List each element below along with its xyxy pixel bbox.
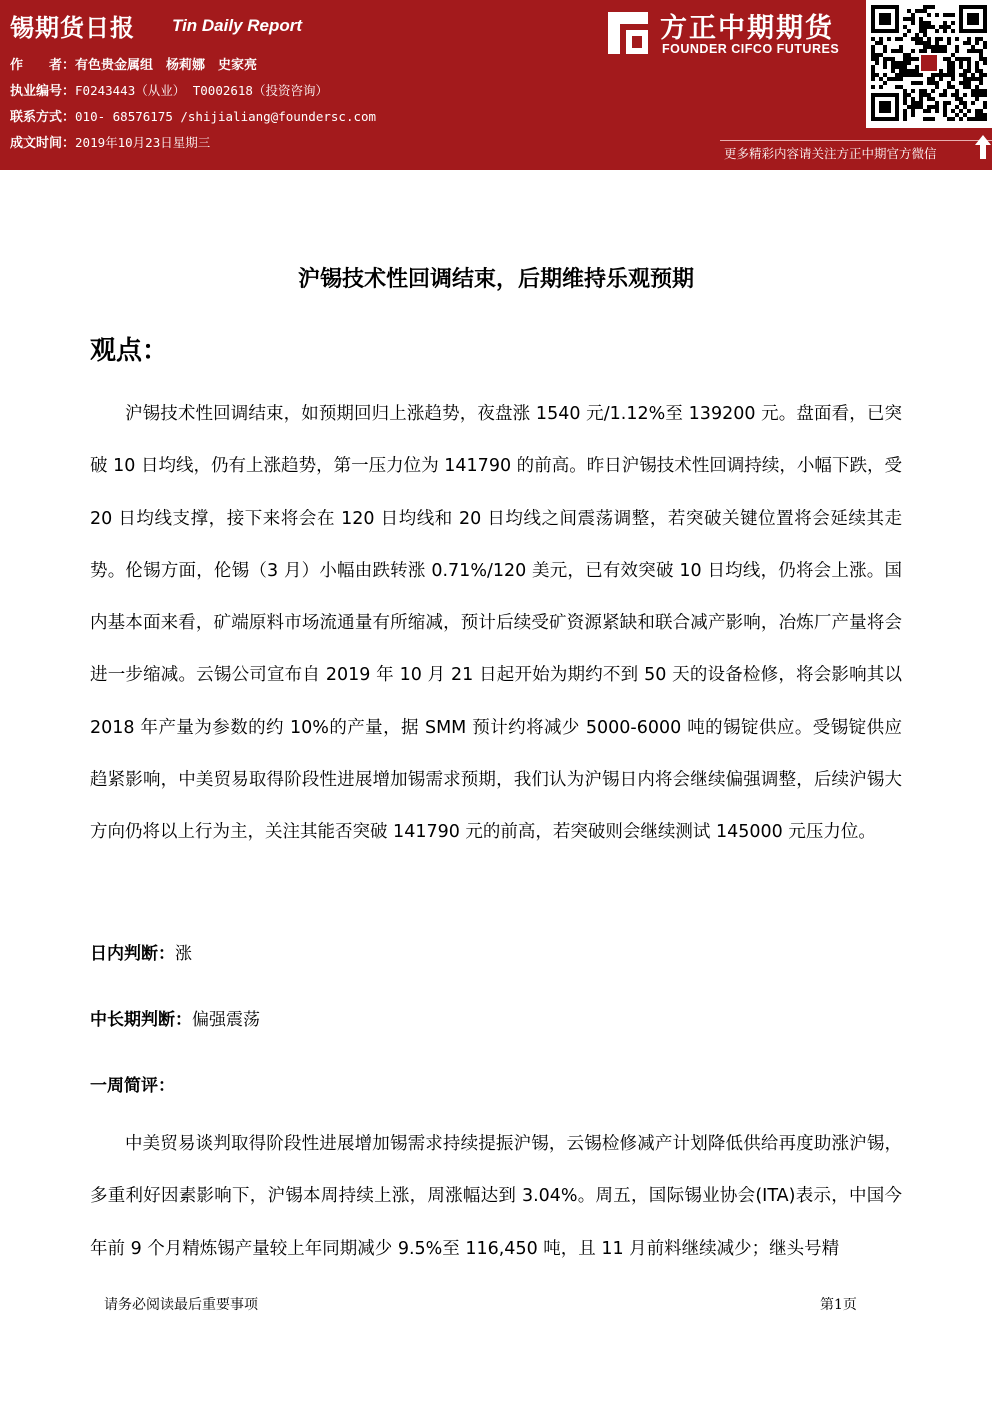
contact-label: 联系方式： — [10, 110, 76, 125]
date-line — [10, 132, 210, 151]
author-line — [10, 54, 257, 73]
report-title-en: Tin Daily Report — [172, 16, 303, 35]
license-line — [10, 80, 328, 99]
arrow-up-icon — [974, 134, 992, 160]
logo-text-en: FOUNDER CIFCO FUTURES — [662, 42, 840, 56]
intraday-label: 日内判断： — [90, 944, 175, 964]
report-header — [0, 0, 992, 170]
qr-code-icon — [866, 0, 992, 128]
author-label: 作 者： — [10, 58, 76, 73]
company-logo — [604, 6, 860, 62]
viewpoint-paragraph: 沪锡技术性回调结束，如预期回归上涨趋势，夜盘涨 1540 元/1.12%至 139200 元。盘面看，已突破 10 日均线，仍有上涨趋势，第一压力位为 141790 的前高。昨日沪锡技术性回调持续，小幅下跌，受 20 日均线支撑，接下来将会在 120 日均线和 20 日均线之间震荡调整，若突破关键位置将会延续其走势。伦锡方面，伦锡（3 月）小幅由跌转涨 0.71%/120 美元，已有效突破 10 日均线，仍将会上涨。国内基本面来看，矿端原料市场流通量有所缩减，预计后续受矿资源紧缺和联合减产影响，冶炼厂产量将会进一步缩减。云锡公司宣布自 2019 年 10 月 21 日起开始为期约不到 50 天的设备检修，将会影响其以 2018 年产量为参数的约 10%的产量，据 SMM 预计约将减少 5000-6000 吨的锡锭供应。受锡锭供应趋紧影响，中美贸易取得阶段性进展增加锡需求预期，我们认为沪锡日内将会继续偏强调整，后续沪锡大方向仍将以上行为主，关注其能否突破 141790 元的前高，若突破则会继续测试 145000 元压力位。 — [90, 404, 902, 843]
midterm-judgment — [90, 1005, 260, 1030]
report-title-cn: 锡期货日报 — [10, 14, 135, 42]
midterm-value: 偏强震荡 — [192, 1010, 260, 1030]
date-label: 成文时间： — [10, 136, 76, 151]
page-number: 第1页 — [820, 1297, 857, 1313]
follow-wechat-text: 更多精彩内容请关注方正中期官方微信 — [724, 146, 937, 161]
wechat-qr-code — [866, 0, 992, 128]
date-value: 2019年10月23日星期三 — [75, 135, 211, 150]
weekly-label: 一周简评： — [90, 1076, 175, 1096]
weekly-review-heading — [90, 1071, 175, 1096]
viewpoint-heading: 观点： — [90, 336, 169, 366]
license-label: 执业编号： — [10, 84, 76, 99]
follow-divider — [720, 140, 992, 141]
intraday-judgment — [90, 939, 192, 964]
contact-value: 010- 68576175 /shijialiang@foundersc.com — [75, 109, 377, 124]
author-value: 有色贵金属组 杨莉娜 史家亮 — [75, 58, 258, 73]
document-title: 沪锡技术性回调结束，后期维持乐观预期 — [297, 267, 694, 292]
weekly-paragraph: 中美贸易谈判取得阶段性进展增加锡需求持续提振沪锡，云锡检修减产计划降低供给再度助涨沪锡，多重利好因素影响下，沪锡本周持续上涨，周涨幅达到 3.04%。周五，国际锡业协会(ITA)表示，中国今年前 9 个月精炼锡产量较上年同期减少 9.5%至 116,450 吨，且 11 月前料继续减少；继头号精 — [90, 1134, 902, 1259]
footer-notice: 请务必阅读最后重要事项 — [104, 1297, 258, 1313]
license-value: F0243443（从业） T0002618（投资咨询） — [75, 83, 328, 98]
intraday-value: 涨 — [175, 944, 192, 964]
contact-line — [10, 106, 376, 125]
midterm-label: 中长期判断： — [90, 1010, 192, 1030]
logo-text-cn: 方正中期期货 — [660, 13, 834, 44]
logo-mark-icon — [604, 8, 652, 58]
